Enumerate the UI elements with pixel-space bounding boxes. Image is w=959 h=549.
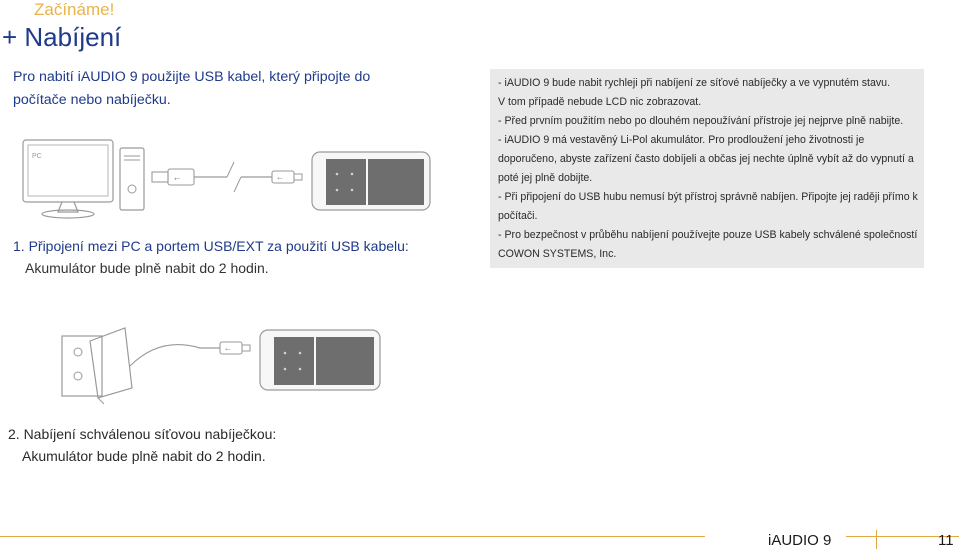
usb-plug-icon	[152, 172, 168, 182]
footer-product-name: iAUDIO 9	[768, 532, 832, 549]
step-1-detail: Akumulátor bude plně nabit do 2 hodin.	[25, 260, 269, 276]
page-title: + Nabíjení	[2, 22, 122, 52]
intro-text: Pro nabití iAUDIO 9 použijte USB kabel, který připojte do počítače nebo nabíječku.	[13, 69, 371, 108]
svg-text:⭠: ⭠	[225, 346, 231, 353]
note-item: - iAUDIO 9 má vestavěný Li-Pol akumulátor. Pro prodloužení jeho životnosti je doporučeno, abyste zařízení často dobíjeli a občas jej nechte úplně vybít až do vypnutí a poté jej plně dobijte.	[498, 134, 914, 184]
page-number: 11	[938, 532, 954, 549]
note-item: V tom případě nebude LCD nic zobrazovat.	[498, 96, 702, 108]
charger-adapter-icon	[90, 328, 132, 398]
monitor-icon	[23, 140, 113, 202]
wall-charger-illustration	[60, 326, 390, 406]
footer-separator	[876, 530, 877, 549]
svg-text:⭠: ⭠	[277, 175, 283, 182]
step-2	[8, 423, 276, 467]
section-label: Začínáme!	[34, 0, 115, 19]
pc-usb-connection-illustration	[22, 132, 432, 224]
svg-text:⭠: ⭠	[174, 174, 181, 183]
note-item: - Pro bezpečnost v průběhu nabíjení používejte pouze USB kabely schválené společností COWON SYSTEMS, Inc.	[498, 229, 918, 260]
step-1	[13, 235, 413, 279]
step-2-detail: Akumulátor bude plně nabit do 2 hodin.	[22, 448, 266, 464]
note-item: - Při připojení do USB hubu nemusí být přístroj správně nabíjen. Připojte jej raději přímo k počítači.	[498, 191, 918, 222]
pc-tower-icon	[120, 148, 144, 210]
notes-box	[490, 69, 924, 268]
note-item: - Před prvním použitím nebo po dlouhém nepoužívání přístroje jej nejprve plně nabijte.	[498, 115, 904, 127]
step-2-title: 2. Nabíjení schválenou síťovou nabíječkou:	[8, 426, 277, 442]
step-1-title: 1. Připojení mezi PC a portem USB/EXT za použití USB kabelu:	[13, 238, 409, 254]
footer-rule	[0, 536, 705, 537]
mini-usb-plug-icon	[220, 342, 242, 354]
note-item: - iAUDIO 9 bude nabit rychleji při nabíjení ze síťové nabíječky a ve vypnutém stavu.	[498, 77, 891, 89]
monitor-label: PC	[32, 153, 42, 160]
mini-usb-plug-icon	[272, 171, 294, 183]
